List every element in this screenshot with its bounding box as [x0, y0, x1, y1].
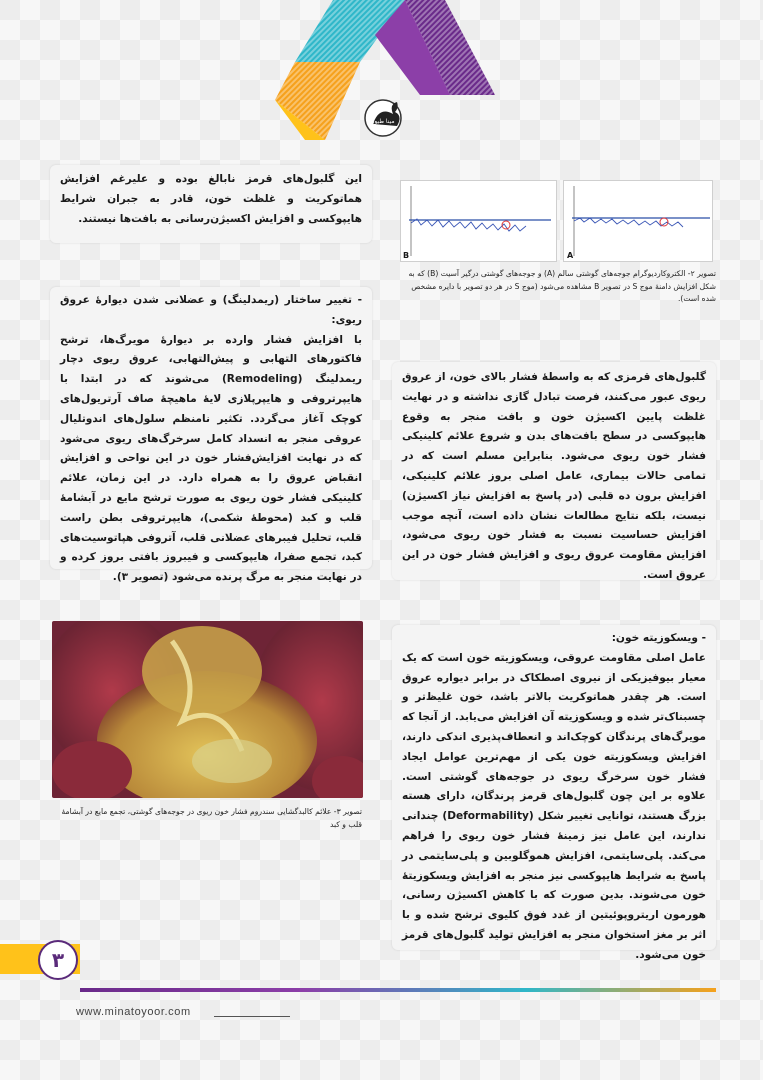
section-title-viscosity: - ویسکوزیته خون: — [611, 632, 706, 644]
ecg-panel-a — [563, 180, 713, 262]
figure2-caption: تصویر ۲- الکتروکاردیوگرام جوجه‌های گوشتی سالم (A) و جوجه‌های گوشتی درگیر آسیت (B) که به شکل افزایش دامنهٔ موج S در تصویر B مشاهده می‌شود (موج S در هر دو تصویر با دایره مشخص شده است). — [408, 269, 716, 303]
page-number: ۳ — [38, 940, 78, 980]
ecg-trace-a — [564, 181, 712, 261]
website-link[interactable]: www.minatoyoor.com — [76, 1006, 191, 1018]
paragraph-immature-rbc: این گلبول‌های قرمز نابالغ بوده و علیرغم افزایش هماتوکریت و غلظت خون، قادر به جبران شرایط هایپوکسی و افزایش اکسیژن‌رسانی به بافت‌ها نیستند. — [60, 173, 362, 225]
section-title-remodeling: - تغییر ساختار (ریمدلینگ) و عضلانی شدن دیوارهٔ عروق ریوی: — [60, 294, 362, 326]
text-block-remodeling — [50, 287, 372, 584]
figure3-caption: تصویر ۳- علائم کالبدگشایی سندروم فشار خون ریوی در جوجه‌های گوشتی، تجمع مایع در آبشامهٔ قلب و کبد — [61, 807, 362, 829]
paragraph-remodeling: با افزایش فشار وارده بر دیوارهٔ مویرگ‌ها، ترشح فاکتورهای التهابی و پیش‌التهابی، عروق ریوی دچار ریمدلینگ (Remodeling) می‌شوند که در ابتدا با هایپرتروفی و هایپرپلازی لایهٔ ماهیچهٔ صاف آرتریول‌های کوچک آغاز می‌گردد. تکثیر نامنظم سلول‌های اندوتلیال عروقی منجر به انسداد کامل سرخرگ‌های ریوی می‌شود که در نهایت افزایش‌فشار خون در این نواحی و افزایش انقباض عروق را به همراه دارد. در این زمان، علائم کلینیکی فشار خون ریوی به صورت ترشح مایع در آبشامهٔ قلب و کبد (محوطهٔ شکمی)، هایپرتروفی بطن راست قلب، تحلیل فیبرهای عضلانی قلب، آتروفی هپاتوسیت‌های کبد، تجمع صفرا، هایپوکسی و فیبروز بافتی بروز کرده و در نهایت منجر به مرگ پرنده می‌شود (تصویر ۳). — [60, 333, 362, 584]
paragraph-viscosity: عامل اصلی مقاومت عروقی، ویسکوزیته خون است که یک معیار بیوفیزیکی از نیروی اصطکاک در برابر دیواره عروق است. هر چقدر هماتوکریت بالاتر باشد، خون غلیظ‌تر و چسبناک‌تر شده و ویسکوزیته آن افزایش می‌یابد. از آنجا که مویرگ‌های پرندگان کوچک‌اند و انعطاف‌پذیری اندکی دارند، افزایش ویسکوزیته خون یکی از مهم‌ترین عوامل ایجاد فشار خون سرخرگ ریوی در جوجه‌های گوشتی است. علاوه بر این چون گلبول‌های قرمز پرندگان، دارای هسته بزرگ هستند، توانایی تغییر شکل (Deformability) چندانی ندارند، این عامل نیز زمینهٔ فشار خون ریوی را فراهم می‌کند. پلی‌سایتمی، افزایش هموگلوبین و پلی‌سایتمی در پاسخ به شرایط هایپوکسی نیز منجر به افزایش ویسکوزیتهٔ خون می‌شوند. بدین صورت که با کاهش اکسیژن رسانی، هورمون اریتروپوئیتین از غدد فوق کلیوی ترشح شده و با اثر بر مغز استخوان منجر به افزایش تولید گلبول‌های قرمز خون می‌شود. — [402, 651, 706, 961]
text-block-immature-rbc — [50, 165, 372, 243]
ecg-trace-b — [401, 181, 556, 261]
header-logo-graphic — [255, 0, 515, 160]
ecg-label-b: B — [403, 251, 410, 260]
text-block-rbc — [392, 362, 716, 580]
ecg-panel-b — [400, 180, 557, 262]
footer-color-bar — [80, 988, 716, 992]
paragraph-rbc: گلبول‌های قرمزی که به واسطهٔ فشار بالای خون، از عروق ریوی عبور می‌کنند، فرصت تبادل گازی نداشته و در نهایت غلظت پایین اکسیژن خون و بافت منجر به وقوع هایپوکسی در سطح بافت‌های بدن و شروع علائم کلینیکی فشار خون ریوی می‌شود. بنابراین مسلم است که در تمامی حالات بیماری، عامل اصلی بروز علائم کلینیکی، افزایش برون ده قلبی (در پاسخ به افزایش نیاز اکسیژن) نیست، بلکه نتایج مطالعات نشان داده است، آنچه موجب افزایش حساسیت نسبت به فشار خون ریوی می‌شود، افزایش مقاومت عروق ریوی و افزایش فشار خون در این عروق است. — [402, 371, 706, 581]
necropsy-photo — [52, 621, 363, 798]
text-block-viscosity — [392, 625, 716, 961]
logo-text: مینا طیور — [371, 118, 395, 125]
footer-underline — [214, 1016, 290, 1017]
ecg-label-a: A — [567, 251, 574, 260]
